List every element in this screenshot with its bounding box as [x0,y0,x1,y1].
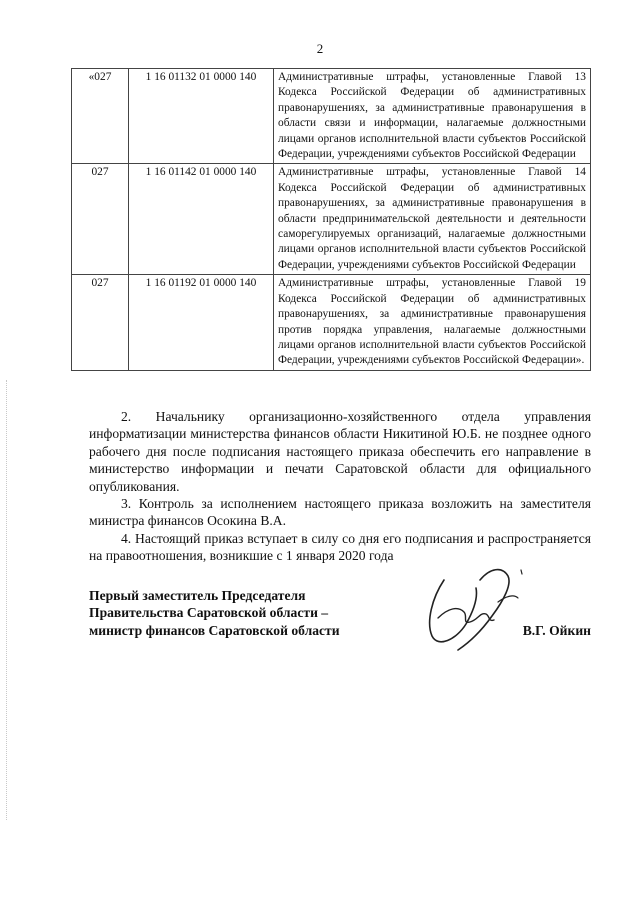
signer-name: В.Г. Ойкин [522,622,591,638]
description-line: деятельности саморегулируемых организаций, налагаемые [278,212,586,241]
page-number: 2 [316,41,324,56]
handwritten-signature [418,558,528,658]
budget-classification-code-cell: 1 16 01192 01 0000 140 [129,275,274,370]
description-line: Российской Федерации». [463,354,585,367]
signer-title-line: министр финансов Саратовской области [89,622,340,638]
paragraph-4: 4. Настоящий приказ вступает в силу со дня его подписания и распространяется на правоотношения, возникшие с 1 января 2020 года [89,530,591,564]
order-body [89,408,591,565]
description-line: должностными лицами органов исполнительной власти [278,228,586,256]
description-line: Административные штрафы, установленные Главой 14 [278,166,586,179]
description-line: Кодекса Российской Федерации об административных [278,86,586,99]
description-line: Российской Федерации [463,148,576,161]
description-line: Административные штрафы, установленные Главой 13 [278,71,586,83]
description-line: субъектов Российской Федерации [411,258,576,271]
description-line: субъектов Российской Федерации, учреждениями [278,243,586,271]
paragraph-2: 2. Начальнику организационно-хозяйственного отдела управления информатизации министерства финансов области Никитиной Ю.Б. не позднее одного рабочего дня после подписания настоящего приказа обеспечить его направление в министерство информации и печати Саратовской области для официального опубликования. [89,409,591,494]
description-line: Российской Федерации, учреждениями субъектов [278,338,586,367]
description-line: правонарушениях, за административные правонарушения [278,308,586,321]
description-line: правонарушениях, за административные правонарушения [278,197,581,210]
budget-codes-table [71,68,591,371]
budget-classification-code-cell: 1 16 01132 01 0000 140 [129,69,274,164]
description-line: лицами органов исполнительной власти субъектов [278,132,530,145]
description-line: против порядка управления, налагаемые должностными [278,323,586,336]
budget-classification-code-cell: 1 16 01142 01 0000 140 [129,164,274,275]
table-row [72,69,591,164]
administrator-code-cell: «027 [72,69,129,164]
income-description-cell [274,164,591,275]
description-line: Кодекса Российской Федерации об административных [278,181,586,194]
description-line: в области предпринимательской деятельности и [278,197,586,225]
signer-title-line: Первый заместитель Председателя [89,588,306,603]
administrator-code-cell: 027 [72,275,129,370]
income-description-cell [274,69,591,164]
income-description-cell [274,275,591,370]
description-line: в области связи и информации, налагаемые должностными [278,101,586,130]
description-line: лицами органов исполнительной власти субъектов [278,338,530,351]
signer-title-line: Правительства Саратовской области – [89,605,329,621]
description-line: Российской Федерации, учреждениями субъектов [278,132,586,161]
table-row [72,275,591,370]
description-line: правонарушениях, за административные правонарушения [278,101,581,114]
description-line: Административные штрафы, установленные Главой 19 [278,277,586,290]
paragraph-3: 3. Контроль за исполнением настоящего приказа возложить на заместителя министра финансов Осокина В.А. [89,496,591,529]
administrator-code-cell: 027 [72,164,129,275]
description-line: Кодекса Российской Федерации об административных [278,292,586,305]
table-row [72,164,591,275]
signer-title [89,587,340,639]
scan-edge-marks [6,380,8,820]
